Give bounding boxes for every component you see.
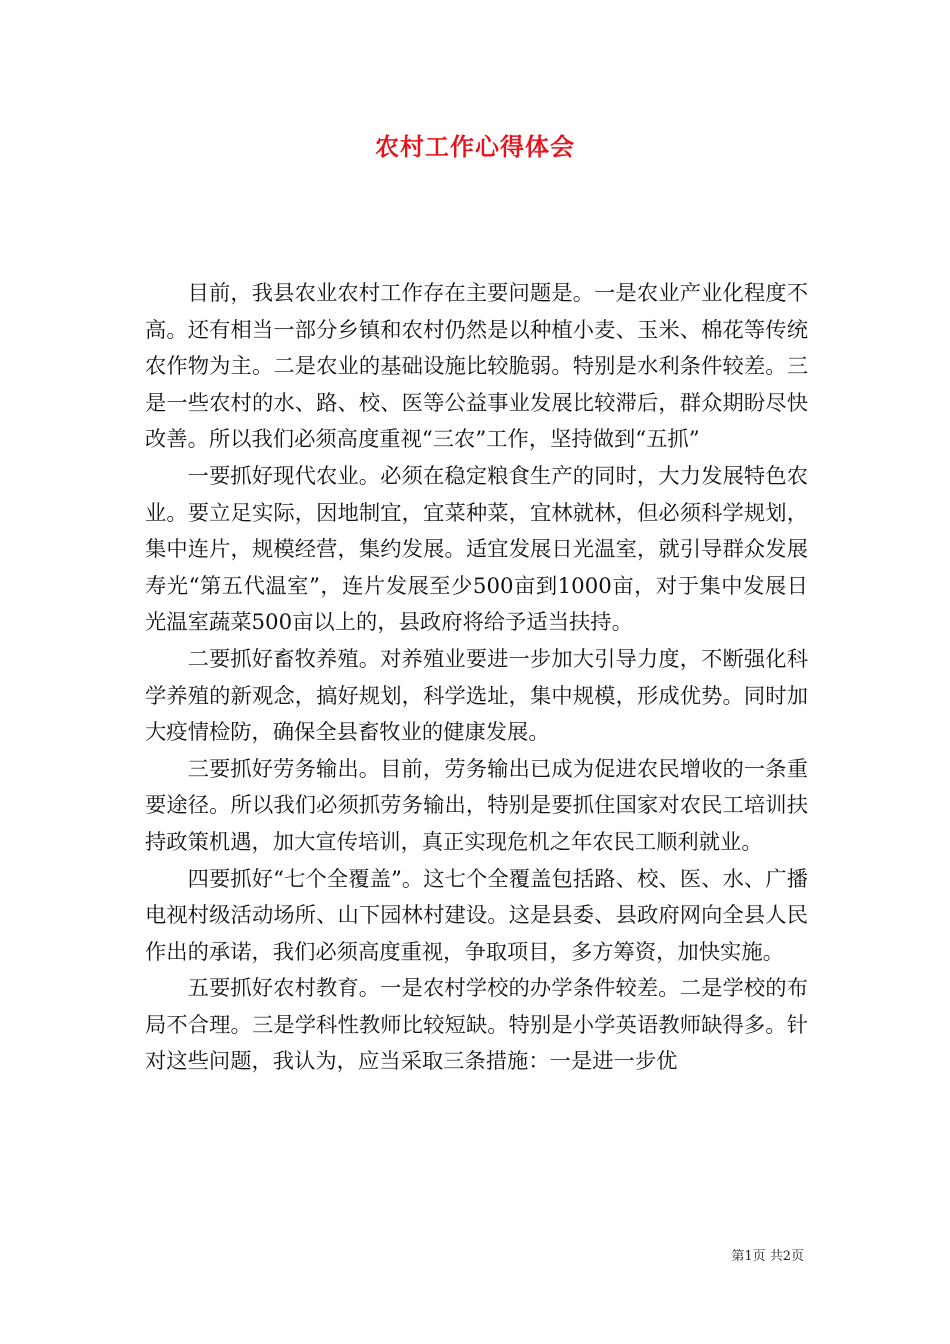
paragraph-intro: 目前，我县农业农村工作存在主要问题是。一是农业产业化程度不高。还有相当一部分乡镇和农村仍然是以种植小麦、玉米、棉花等传统农作物为主。二是农业的基础设施比较脆弱。特别是水利条件较差。三是一些农村的水、路、校、医等公益事业发展比较滞后，群众期盼尽快改善。所以我们必须高度重视“三农”工作，坚持做到“五抓” <box>145 281 808 453</box>
paragraph-modern-agriculture: 一要抓好现代农业。必须在稳定粮食生产的同时，大力发展特色农业。要立足实际，因地制宜，宜菜种菜，宜林就林，但必须科学规划，集中连片，规模经营，集约发展。适宜发展日光温室，就引导群众发展寿光“第五代温室”，连片发展至少500亩到1000亩，对于集中发展日光温室蔬菜500亩以上的，县政府将给予适当扶持。 <box>145 463 808 636</box>
document-title: 农村工作心得体会 <box>375 132 575 161</box>
paragraph-livestock: 二要抓好畜牧养殖。对养殖业要进一步加大引导力度，不断强化科学养殖的新观念，搞好规划，科学选址，集中规模，形成优势。同时加大疫情检防，确保全县畜牧业的健康发展。 <box>145 646 808 746</box>
page-number-footer: 第1页 共2页 <box>731 1249 804 1264</box>
paragraph-seven-coverage: 四要抓好“七个全覆盖”。这七个全覆盖包括路、校、医、水、广播电视村级活动场所、山下园林村建设。这是县委、县政府网向全县人民作出的承诺，我们必须高度重视，争取项目，多方筹资，加快实施。 <box>145 866 808 965</box>
paragraph-labor-export: 三要抓好劳务输出。目前，劳务输出已成为促进农民增收的一条重要途径。所以我们必须抓劳务输出，特别是要抓住国家对农民工培训扶持政策机遇，加大宣传培训，真正实现危机之年农民工顺利就业。 <box>145 756 808 855</box>
paragraph-rural-education: 五要抓好农村教育。一是农村学校的办学条件较差。二是学校的布局不合理。三是学科性教师比较短缺。特别是小学英语教师缺得多。针对这些问题，我认为，应当采取三条措施：一是进一步优 <box>145 976 808 1075</box>
document-body <box>145 276 808 1081</box>
